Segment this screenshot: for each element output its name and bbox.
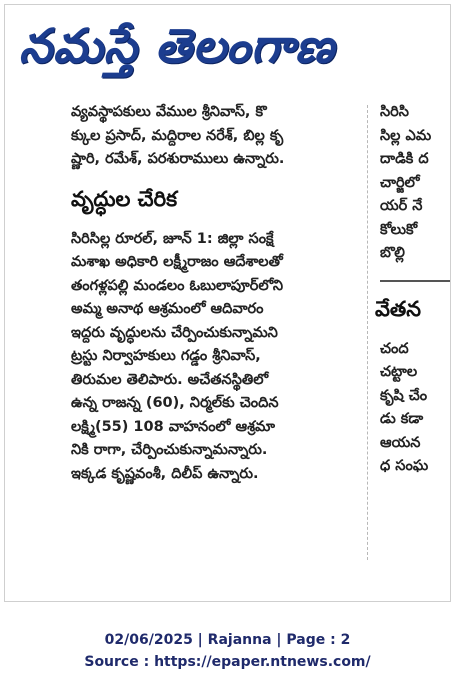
article-line: చట్టాల [380,364,418,380]
previous-article-tail [71,101,349,172]
article-line: యర్ నే [380,198,423,214]
article-line: సిరిసిల్ల రూరల్, జూన్ 1: జిల్లా సంక్షే [71,230,274,247]
article-line: సిల్ల ఎమ [380,127,432,144]
article-line: కోలుకో [380,221,418,238]
article-line: మశాఖ అధికారి లక్ష్మీరాజం ఆదేశాలతో [71,254,283,270]
article-line: ధ సంఘ [380,458,429,474]
left-column [71,101,349,561]
article-line: క్కుల ప్రసాద్, మద్దిరాల నరేశ్, బిల్ల కృ [71,127,284,144]
article-body [71,228,349,487]
article-line: తంగళ్లపల్లి మండలం ఓబులాపూర్‌లోని [71,277,284,294]
newspaper-clipping [4,4,451,602]
source-link[interactable]: Source : https://epaper.ntnews.com/ [84,654,371,670]
article-line: దాడికి ద [380,151,429,167]
article-line: బొల్లి [380,245,405,261]
article-line: అమ్మ అనాథ ఆశ్రమంలో ఆదివారం [71,301,264,317]
article-line: కృషి చేం [380,387,428,404]
right-column [375,101,450,561]
article-line: లక్ష్మి(55) 108 వాహనంలో ఆశ్రమా [71,418,276,435]
column-divider [367,105,369,560]
article-line: నికి రాగా, చేర్పించుకున్నామన్నారు. [71,442,268,458]
article-line: చార్జిలో [380,174,420,191]
section-rule [380,280,450,282]
article-line: సిరిసి [380,104,409,120]
article-line: డు కడా [380,411,424,427]
newspaper-masthead: నమస్తే తెలంగాణ [19,19,335,74]
article-line: ఇద్దరు వృద్ధులను చేర్పించుకున్నామని [71,324,278,341]
article-headline: వేతన [375,296,422,321]
article-line: ష్ణారి, రమేశ్, పరశురాములు ఉన్నారు. [71,151,285,167]
article-line: ట్రస్టు నిర్వాహకులు గడ్డం శ్రీనివాస్, [71,348,261,364]
article-line: చంద [380,340,409,357]
article-line: ఉన్న రాజన్న (60), నిర్మల్‌కు చెందిన [71,395,279,411]
article-line: ఇక్కడ కృష్ణవంశీ, దిలీప్ ఉన్నారు. [71,465,259,482]
article-line: తిరుమల తెలిపారు. అచేతనస్థితిలో [71,371,269,388]
article-line: వ్యవస్థాపకులు వేముల శ్రీనివాస్, కొ [71,104,267,120]
edition-info: 02/06/2025 | Rajanna | Page : 2 [104,632,351,648]
article-headline: వృద్ధుల చేరిక [71,186,178,211]
article-line: ఆయన [380,434,421,451]
